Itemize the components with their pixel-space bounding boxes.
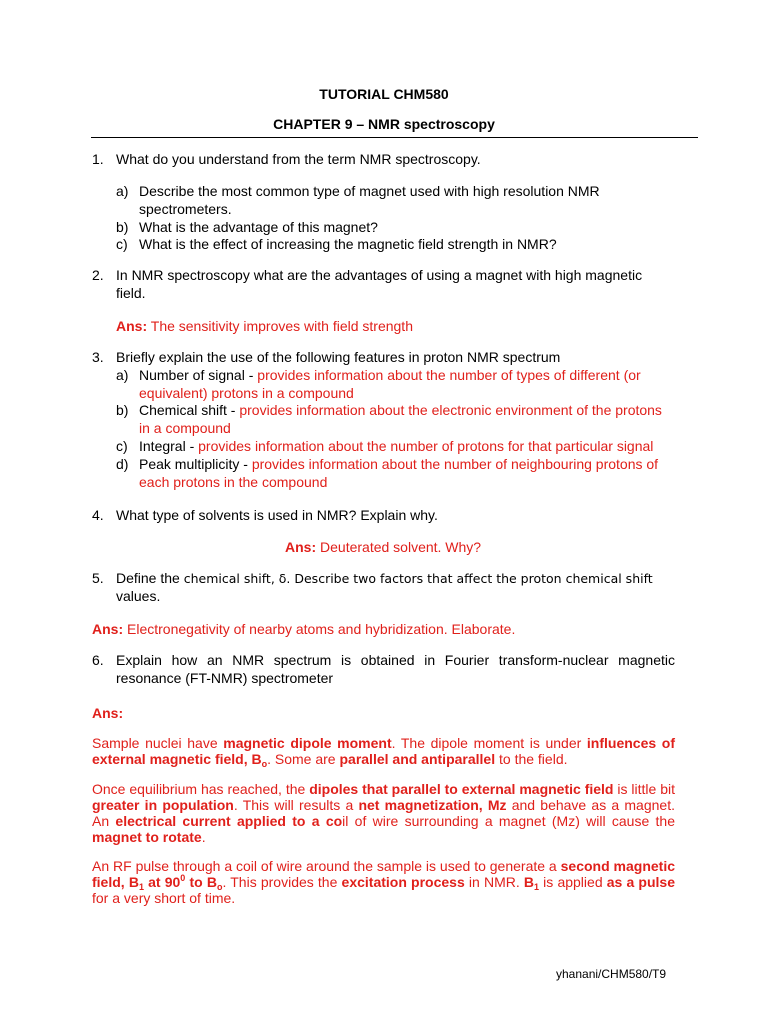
a6p3-bold-1b: at 90 — [143, 874, 181, 890]
a6p3-bold-3: B — [523, 874, 535, 890]
a6p2-bold-1: dipoles that parallel to external magnetic field — [309, 781, 614, 797]
q2-line1: In NMR spectroscopy what are the advantages of using a magnet with high magnetic — [116, 267, 643, 283]
q3b-term: Chemical shift - — [139, 402, 240, 418]
a6p2-bold-5: magnet to rotate — [92, 829, 202, 845]
a6p3-text-4: is applied — [539, 874, 607, 890]
a6p2-text-6: . — [201, 829, 206, 845]
a6p2-bold-3: net magnetization, Mz — [358, 797, 507, 813]
q6-line1: Explain how an NMR spectrum is obtained in Fourier transform-nuclear magnetic — [116, 652, 675, 668]
q2-ans-text: The sensitivity improves with field strength — [147, 318, 413, 334]
a6p1-text-1: Sample nuclei have — [92, 735, 224, 751]
q6-line2: resonance (FT-NMR) spectrometer — [116, 670, 334, 686]
a6p3-text-5: for a very short of time. — [92, 890, 236, 906]
a6p2-bold-2: greater in population — [92, 797, 234, 813]
q6-ans-label: Ans: — [92, 705, 124, 721]
q3c-label: c) — [116, 438, 128, 454]
header-divider — [91, 137, 698, 138]
q2-ans-label: Ans: — [116, 318, 148, 334]
q3d-answer2: each protons in the compound — [139, 474, 328, 490]
q2-line2: field. — [116, 285, 146, 301]
a6p3-sup: 0 — [180, 873, 186, 883]
q3c-term: Integral - — [139, 438, 199, 454]
q6-number: 6. — [92, 652, 104, 668]
a6p1-bold-2: influences of external magnetic field, B — [92, 735, 675, 767]
q3a-term: Number of signal - — [139, 367, 258, 383]
a6p3-bold-4: as a pulse — [606, 874, 675, 890]
q1a-line2: spectrometers. — [139, 201, 232, 217]
a6p2-text-5: il of wire surrounding a magnet (Mz) will cause the — [342, 813, 675, 829]
a6p3-text-3: in NMR. — [464, 874, 524, 890]
q1a-label: a) — [116, 183, 129, 199]
a6p1-text-3: . Some are — [267, 751, 340, 767]
a6p2-text-2: is little bit — [613, 781, 675, 797]
a6p2-text-3: . This will results a — [233, 797, 359, 813]
a6p3-bold-1c: to B — [185, 874, 217, 890]
q5-text-a: Define the — [116, 570, 184, 586]
answer6-paragraph-3 — [92, 858, 675, 906]
q3d-term: Peak multiplicity - — [139, 456, 252, 472]
a6p3-text-2: . This provides the — [222, 874, 342, 890]
a6p2-text-4: and behave as a magnet. An — [92, 797, 675, 829]
a6p3-bold-1: second magnetic field, B — [92, 858, 675, 890]
q4-answer — [285, 538, 481, 556]
q5-line1 — [116, 569, 653, 588]
q5-line2: values. — [116, 588, 161, 604]
a6p3-sub-3: 1 — [534, 882, 540, 892]
q1a-line1: Describe the most common type of magnet used with high resolution NMR — [139, 183, 600, 199]
q3b-answer1: provides information about the electronic environment of the protons — [239, 402, 662, 418]
q4-ans-label: Ans: — [285, 539, 317, 555]
q3a-answer1: provides information about the number of types of different (or — [257, 367, 641, 383]
a6p3-sub-1: 1 — [138, 882, 144, 892]
a6p1-bold-1: magnetic dipole moment — [223, 735, 392, 751]
q5-number: 5. — [92, 570, 104, 586]
q4-number: 4. — [92, 507, 104, 523]
a6p1-sub: o — [261, 759, 268, 769]
q3b-label: b) — [116, 402, 129, 418]
q5-ans-text: Electronegativity of nearby atoms and hybridization. Elaborate. — [123, 621, 516, 637]
q1b-label: b) — [116, 219, 129, 235]
q3d-label: d) — [116, 456, 129, 472]
q1c-text: What is the effect of increasing the magnetic field strength in NMR? — [139, 236, 557, 252]
a6p1-text-2: . The dipole moment is under — [391, 735, 587, 751]
chapter-title: CHAPTER 9 – NMR spectroscopy — [273, 116, 495, 132]
q5-ans-label: Ans: — [92, 621, 124, 637]
a6p3-text-1: An RF pulse through a coil of wire around the sample is used to generate a — [92, 858, 561, 874]
a6p2-text-1: Once equilibrium has reached, the — [92, 781, 310, 797]
q2-answer — [116, 317, 413, 335]
q3b-answer2: in a compound — [139, 420, 231, 436]
a6p3-sub-2: o — [216, 882, 223, 892]
q3-number: 3. — [92, 349, 104, 365]
tutorial-title: TUTORIAL CHM580 — [319, 86, 449, 102]
answer6-paragraph-2 — [92, 781, 675, 845]
q4-ans-text: Deuterated solvent. Why? — [316, 539, 482, 555]
q4-text: What type of solvents is used in NMR? Explain why. — [116, 507, 438, 523]
q3-text: Briefly explain the use of the following features in proton NMR spectrum — [116, 349, 561, 365]
q3a-label: a) — [116, 367, 129, 383]
q3a-answer2: equivalent) protons in a compound — [139, 385, 354, 401]
q3b-line1 — [139, 401, 662, 419]
a6p3-bold-2: excitation process — [341, 874, 465, 890]
q5-answer — [92, 620, 515, 638]
q3a-line1 — [139, 366, 641, 384]
q1-number: 1. — [92, 151, 104, 167]
q3d-line1 — [139, 455, 658, 473]
footer-reference: yhanani/CHM580/T9 — [556, 967, 667, 981]
a6p1-bold-3: parallel and antiparallel — [339, 751, 496, 767]
q5-text-b: chemical shift, δ. Describe two factors that affect the proton chemical shift — [183, 571, 653, 586]
q3c-line — [139, 437, 653, 455]
a6p1-text-4: to the field. — [495, 751, 568, 767]
q3c-answer: provides information about the number of protons for that particular signal — [198, 438, 654, 454]
answer6-paragraph-1 — [92, 735, 675, 767]
a6p2-bold-4: electrical current applied to a co — [115, 813, 343, 829]
q3d-answer1: provides information about the number of neighbouring protons of — [251, 456, 659, 472]
q1-text: What do you understand from the term NMR spectroscopy. — [116, 151, 481, 167]
q1b-text: What is the advantage of this magnet? — [139, 219, 378, 235]
q1c-label: c) — [116, 236, 128, 252]
q2-number: 2. — [92, 267, 104, 283]
